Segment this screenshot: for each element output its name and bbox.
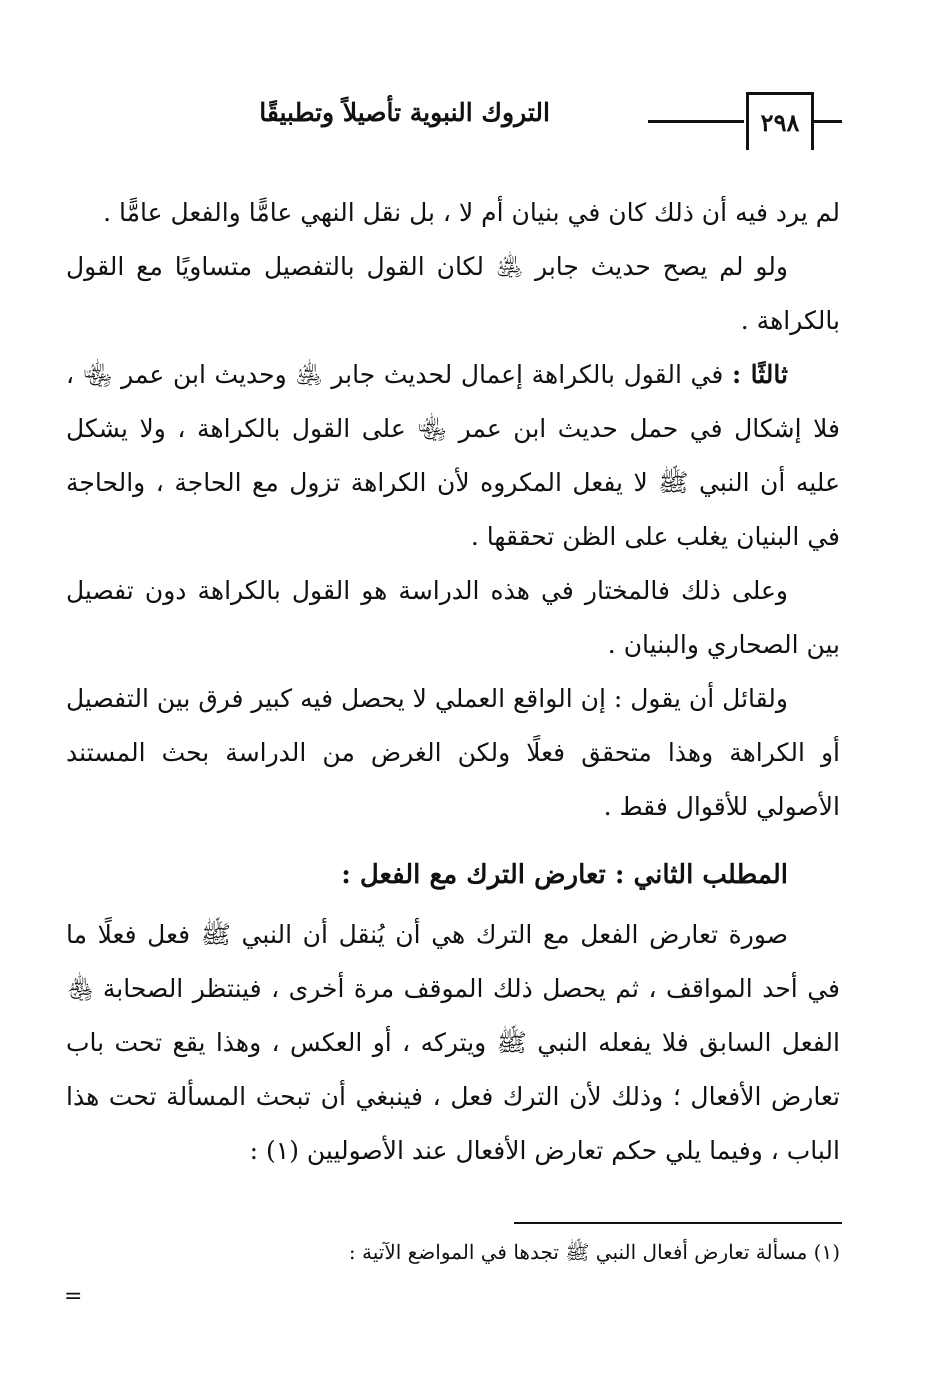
page-header: [62, 86, 842, 158]
section-heading: المطلب الثاني : تعارض الترك مع الفعل :: [341, 860, 788, 890]
paragraph-text: في القول بالكراهة إعمال لحديث جابر ﵁ وحديث ابن عمر ﵄ ، فلا إشكال في حمل حديث ابن عمر ﵄ على القول بالكراهة ، ولا يشكل عليه أن النبي ﷺ لا يفعل المكروه لأن الكراهة تزول مع الحاجة ، والحاجة في البنيان يغلب على الظن تحققها .: [66, 360, 840, 551]
paragraph-text: :: [249, 1136, 259, 1165]
main-text: [66, 186, 840, 1178]
page-number: ٢٩٨: [746, 92, 814, 150]
header-rule: [812, 120, 842, 123]
header-rule: [648, 120, 744, 123]
footnote-separator: [514, 1222, 842, 1224]
paragraph-text: صورة تعارض الفعل مع الترك هي أن يُنقل أن النبي ﷺ فعل فعلًا ما في أحد المواقف ، ثم يحصل ذلك الموقف مرة أخرى ، فينتظر الصحابة ﵃ الفعل السابق فلا يفعله النبي ﷺ ويتركه ، أو العكس ، وهذا يقع تحت باب تعارض الأفعال ؛ وذلك لأن الترك فعل ، فينبغي أن تبحث المسألة تحت هذا الباب ، وفيما يلي حكم تعارض الأفعال عند الأصوليين: [66, 920, 840, 1165]
running-title: التروك النبوية تأصيلاً وتطبيقًا: [259, 98, 550, 127]
paragraph-lead: ثالثًا :: [732, 360, 788, 389]
paragraph: ولقائل أن يقول : إن الواقع العملي لا يحصل فيه كبير فرق بين التفصيل أو الكراهة وهذا متحقق فعلًا ولكن الغرض من الدراسة بحث المستند الأصولي للأقوال فقط .: [66, 684, 840, 821]
paragraph: ولو لم يصح حديث جابر ﵁ لكان القول بالتفصيل متساويًا مع القول بالكراهة .: [66, 252, 840, 335]
paragraph: وعلى ذلك فالمختار في هذه الدراسة هو القول بالكراهة دون تفصيل بين الصحاري والبنيان .: [66, 576, 840, 659]
paragraph: [66, 908, 840, 1178]
paragraph: لم يرد فيه أن ذلك كان في بنيان أم لا ، بل نقل النهي عامًّا والفعل عامًّا .: [103, 198, 840, 227]
footnote: (١) مسألة تعارض أفعال النبي ﷺ تجدها في المواضع الآتية :: [348, 1240, 840, 1264]
footnote-continuation-mark: =: [64, 1284, 83, 1309]
footnote-reference: (١): [258, 1136, 307, 1165]
paragraph: [66, 348, 840, 564]
